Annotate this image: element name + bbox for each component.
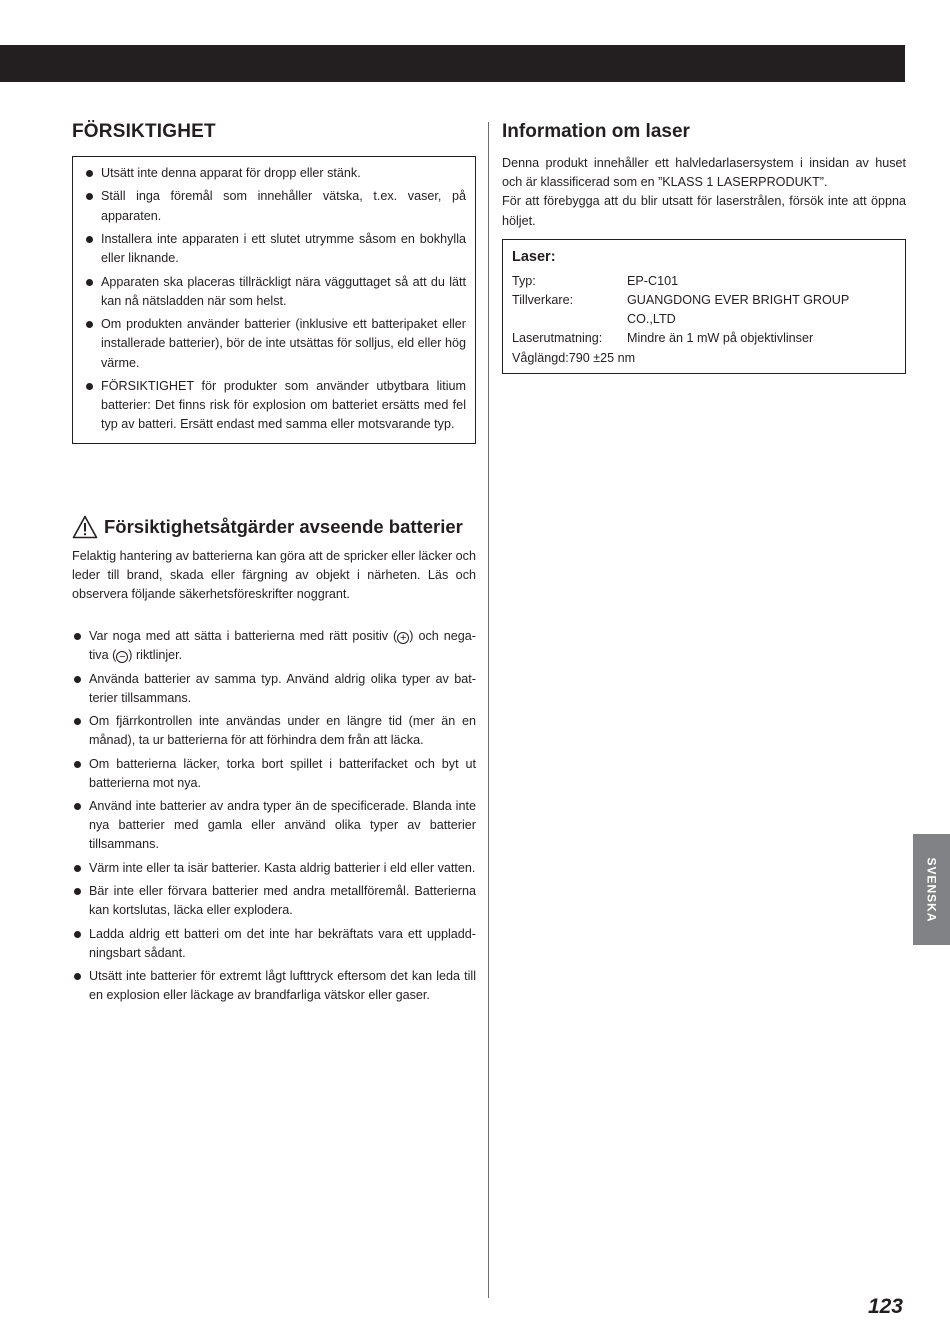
spec-value: EP-C101 bbox=[627, 273, 679, 288]
battery-list-section bbox=[72, 627, 476, 1010]
bullet-icon bbox=[86, 170, 93, 177]
list-item: Bär inte eller förvara batterier med andra metallföremål. Batterierna kan kortslutas, läcka eller explodera. bbox=[72, 882, 476, 920]
battery-heading bbox=[72, 514, 476, 540]
page-number: 123 bbox=[867, 1295, 903, 1318]
bullet-icon bbox=[86, 279, 93, 286]
wavelength-spec: Våglängd:790 ±25 nm bbox=[512, 350, 636, 365]
language-tab-label: SVENSKA bbox=[924, 856, 939, 923]
header-bar bbox=[0, 45, 905, 82]
laser-intro: Denna produkt innehåller ett halvledarlasersystem i insidan av huset och är klassificerad som en ”KLASS 1 LASERPRODUKT”. För att förebygga att du blir utsatt för laserstrålen, försök inte att öppna höljet. bbox=[502, 156, 906, 228]
bullet-icon bbox=[74, 803, 81, 810]
list-item: Utsätt inte batterier för extremt lågt lufttryck eftersom det kan leda till en explosion eller läckage av brandfarliga vätskor eller gaser. bbox=[72, 967, 476, 1005]
bullet-icon bbox=[74, 888, 81, 895]
spec-value: GUANGDONG EVER BRIGHT GROUP CO.,LTD bbox=[627, 293, 850, 327]
bullet-icon bbox=[86, 383, 93, 390]
bullet-icon bbox=[74, 973, 81, 980]
list-item: Värm inte eller ta isär batterier. Kasta aldrig batterier i eld eller vatten. bbox=[72, 859, 476, 878]
battery-intro: Felaktig hantering av batterierna kan göra att de spricker eller läcker och leder till brand, skada eller färgning av objekt i närheten. Läs och observera följande säkerhetsföreskrifter noggrant. bbox=[72, 549, 476, 602]
bullet-icon bbox=[74, 931, 81, 938]
list-item: Apparaten ska placeras tillräckligt nära vägguttaget så att du lätt kan nå nätsladden när som helst. bbox=[84, 273, 466, 311]
bullet-icon bbox=[74, 865, 81, 872]
list-item: Var noga med att sätta i batterierna med rätt positiv ( + ) och nega-tiva ( − ) riktlinjer. bbox=[72, 627, 476, 665]
list-item: Om produkten använder batterier (inklusive ett batteripaket eller installerade batterier), bör de inte utsättas för solljus, eld eller hög värme. bbox=[84, 315, 466, 373]
caution-list bbox=[84, 164, 466, 435]
list-item: Använd inte batterier av andra typer än de specificerade. Blanda inte nya batterier med gamla eller använd olika typer av batterier tillsammans. bbox=[72, 797, 476, 855]
caution-box bbox=[72, 156, 476, 444]
minus-icon: − bbox=[116, 651, 128, 663]
laser-title: Information om laser bbox=[502, 121, 690, 142]
bullet-icon bbox=[74, 676, 81, 683]
spec-row bbox=[512, 329, 896, 348]
battery-list bbox=[72, 627, 476, 1005]
bullet-icon bbox=[86, 321, 93, 328]
list-item: Om fjärrkontrollen inte användas under en längre tid (mer än en månad), ta ur batterierna för att förhindra dem från att läcka. bbox=[72, 712, 476, 750]
spec-label: Tillverkare: bbox=[512, 293, 574, 308]
spec-label: Laserutmatning: bbox=[512, 331, 603, 346]
column-divider bbox=[488, 122, 489, 1298]
list-item: Använda batterier av samma typ. Använd aldrig olika typer av bat-terier tillsammans. bbox=[72, 670, 476, 708]
bullet-icon bbox=[86, 236, 93, 243]
list-item: Utsätt inte denna apparat för dropp eller stänk. bbox=[84, 164, 466, 183]
plus-icon: + bbox=[397, 632, 409, 644]
spec-value: Mindre än 1 mW på objektivlinser bbox=[627, 331, 814, 346]
language-tab bbox=[913, 834, 950, 945]
laser-spec-box bbox=[502, 239, 906, 374]
spec-label: Typ: bbox=[512, 273, 536, 288]
bullet-icon bbox=[86, 193, 93, 200]
laser-box-title: Laser: bbox=[512, 248, 556, 265]
caution-title: FÖRSIKTIGHET bbox=[72, 121, 216, 142]
bullet-icon bbox=[74, 633, 81, 640]
bullet-icon bbox=[74, 761, 81, 768]
bullet-icon bbox=[74, 718, 81, 725]
list-item: Ladda aldrig ett batteri om det inte har bekräftats vara ett uppladd-ningsbart sådant. bbox=[72, 925, 476, 963]
list-item: Installera inte apparaten i ett slutet utrymme såsom en bokhylla eller liknande. bbox=[84, 230, 466, 268]
spec-row bbox=[512, 272, 896, 291]
list-item: Ställ inga föremål som innehåller vätska, t.ex. vaser, på apparaten. bbox=[84, 187, 466, 225]
list-item: FÖRSIKTIGHET för produkter som använder utbytbara litium batterier: Det finns risk för explosion om batteriet ersätts med fel typ av batteri. Ersätt endast med samma eller motsvarande typ. bbox=[84, 377, 466, 435]
warning-icon bbox=[72, 515, 98, 539]
list-item: Om batterierna läcker, torka bort spillet i batterifacket och byt ut batterierna mot nya. bbox=[72, 755, 476, 793]
caution-section bbox=[72, 120, 476, 444]
spec-row bbox=[512, 291, 896, 329]
laser-section bbox=[502, 120, 906, 374]
battery-title: Försiktighetsåtgärder avseende batterier bbox=[104, 516, 463, 537]
